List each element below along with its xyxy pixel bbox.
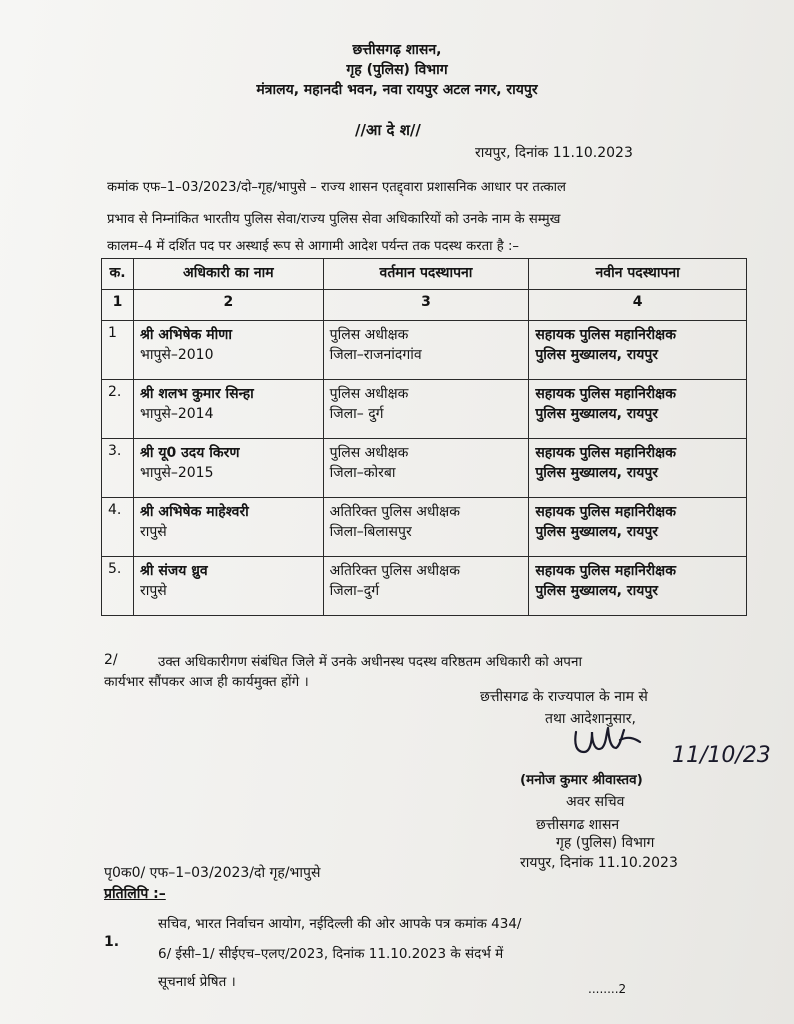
column-number: 1 (102, 290, 134, 321)
column-number: 2 (133, 290, 323, 321)
new-place: पुलिस मुख्यालय, रायपुर (535, 583, 658, 599)
serial-cell: 4. (102, 498, 134, 557)
officer-service: रापुसे (139, 583, 167, 599)
serial-cell: 5. (102, 557, 134, 616)
current-post: पुलिस अधीक्षक (329, 327, 409, 343)
current-place: जिला–राजनांदगांव (329, 347, 422, 363)
copy-item-line-2: 6/ ईसी–1/ सीईएच–एलए/2023, दिनांक 11.10.2023 के संदर्भ में (158, 946, 504, 962)
new-posting-cell (529, 380, 747, 439)
new-place: पुलिस मुख्यालय, रायपुर (535, 347, 658, 363)
copy-item-number: 1. (104, 934, 120, 950)
current-post: अतिरिक्त पुलिस अधीक्षक (329, 504, 460, 520)
serial-cell: 2. (102, 380, 134, 439)
officer-service: रापुसे (139, 524, 167, 540)
handwritten-signature (562, 718, 772, 774)
current-place: जिला–बिलासपुर (329, 524, 412, 540)
header-new-posting: नवीन पदस्थापना (529, 259, 747, 290)
officer-name: श्री यू0 उदय किरण (139, 445, 240, 461)
intro-line-3: कालम–4 में दर्शित पद पर अस्थाई रूप से आगामी आदेश पर्यन्त तक पदस्थ करता है :– (107, 239, 520, 254)
page-continuation: ........2 (588, 982, 627, 996)
current-place: जिला– दुर्ग (329, 406, 384, 422)
new-place: पुलिस मुख्यालय, रायपुर (535, 406, 658, 422)
table-row (102, 557, 747, 616)
new-posting-cell (529, 439, 747, 498)
endorsement-ref: पृ0क0/ एफ–1–03/2023/दो गृह/भापुसे (104, 865, 321, 881)
ministry-address: मंत्रालय, महानदी भवन, नवा रायपुर अटल नगर, रायपुर (256, 82, 538, 98)
header-current-posting: वर्तमान पदस्थापना (323, 259, 529, 290)
officer-service: भापुसे–2010 (139, 347, 214, 363)
table-row (102, 439, 747, 498)
officer-cell (133, 321, 323, 380)
officer-name: श्री शलभ कुमार सिन्हा (139, 386, 254, 402)
new-posting-cell (529, 498, 747, 557)
table-row (102, 380, 747, 439)
current-posting-cell (323, 321, 529, 380)
current-posting-cell (323, 439, 529, 498)
copy-to-label: प्रतिलिपि :– (104, 886, 166, 902)
officer-name: श्री अभिषेक माहेश्वरी (139, 504, 249, 520)
officer-service: भापुसे–2014 (139, 406, 214, 422)
postings-table (101, 258, 747, 616)
table-header-row (102, 259, 747, 290)
serial-cell: 1 (102, 321, 134, 380)
para2-line-1: उक्त अधिकारीगण संबंधित जिले में उनके अधीनस्थ पदस्थ वरिष्ठतम अधिकारी को अपना (158, 654, 582, 670)
column-number: 3 (323, 290, 529, 321)
new-place: पुलिस मुख्यालय, रायपुर (535, 465, 658, 481)
officer-name: श्री अभिषेक मीणा (139, 327, 233, 343)
new-post: सहायक पुलिस महानिरीक्षक (535, 386, 676, 402)
order-place-date: रायपुर, दिनांक 11.10.2023 (475, 145, 633, 161)
signatory-place-date: रायपुर, दिनांक 11.10.2023 (520, 855, 678, 871)
new-post: सहायक पुलिस महानिरीक्षक (535, 445, 676, 461)
authority-line-2: तथा आदेशानुसार, (545, 711, 636, 727)
serial-cell: 3. (102, 439, 134, 498)
officer-service: भापुसे–2015 (139, 465, 214, 481)
signatory-name: (मनोज कुमार श्रीवास्तव) (520, 772, 643, 788)
officer-cell (133, 439, 323, 498)
authority-line-1: छत्तीसगढ के राज्यपाल के नाम से (480, 689, 648, 705)
new-post: सहायक पुलिस महानिरीक्षक (535, 504, 676, 520)
para2-line-2: कार्यभार सौंपकर आज ही कार्यमुक्त होंगे । (104, 674, 309, 690)
govt-name: छत्तीसगढ़ शासन, (352, 42, 442, 58)
current-place: जिला–कोरबा (329, 465, 396, 481)
column-number-row (102, 290, 747, 321)
signatory-govt: छत्तीसगढ शासन (536, 817, 620, 833)
para2-number: 2/ (104, 652, 118, 668)
new-post: सहायक पुलिस महानिरीक्षक (535, 563, 676, 579)
intro-line-1: कमांक एफ–1–03/2023/दो–गृह/भापुसे – राज्य शासन एतद्द्वारा प्रशासनिक आधार पर तत्काल (107, 180, 566, 195)
copy-item-line-1: सचिव, भारत निर्वाचन आयोग, नईदिल्ली की ओर आपके पत्र कमांक 434/ (158, 916, 522, 932)
new-place: पुलिस मुख्यालय, रायपुर (535, 524, 658, 540)
current-post: पुलिस अधीक्षक (329, 445, 409, 461)
signatory-designation: अवर सचिव (566, 794, 625, 810)
header-officer-name: अधिकारी का नाम (133, 259, 323, 290)
officer-cell (133, 557, 323, 616)
intro-line-2: प्रभाव से निम्नांकित भारतीय पुलिस सेवा/राज्य पुलिस सेवा अधिकारियों को उनके नाम के सम्मुख (107, 212, 561, 227)
new-posting-cell (529, 321, 747, 380)
header-serial: क. (102, 259, 134, 290)
current-place: जिला–दुर्ग (329, 583, 380, 599)
current-post: अतिरिक्त पुलिस अधीक्षक (329, 563, 460, 579)
signature-date: 11/10/23 (672, 743, 771, 768)
column-number: 4 (529, 290, 747, 321)
table-row (102, 498, 747, 557)
current-posting-cell (323, 557, 529, 616)
officer-cell (133, 498, 323, 557)
current-post: पुलिस अधीक्षक (329, 386, 409, 402)
copy-item-line-3: सूचनार्थ प्रेषित । (158, 974, 236, 990)
department-name: गृह (पुलिस) विभाग (346, 62, 448, 78)
table-row (102, 321, 747, 380)
new-posting-cell (529, 557, 747, 616)
signatory-dept: गृह (पुलिस) विभाग (556, 835, 655, 851)
current-posting-cell (323, 380, 529, 439)
officer-cell (133, 380, 323, 439)
officer-name: श्री संजय ध्रुव (139, 563, 208, 579)
new-post: सहायक पुलिस महानिरीक्षक (535, 327, 676, 343)
order-title: //आ दे श// (355, 121, 421, 139)
current-posting-cell (323, 498, 529, 557)
